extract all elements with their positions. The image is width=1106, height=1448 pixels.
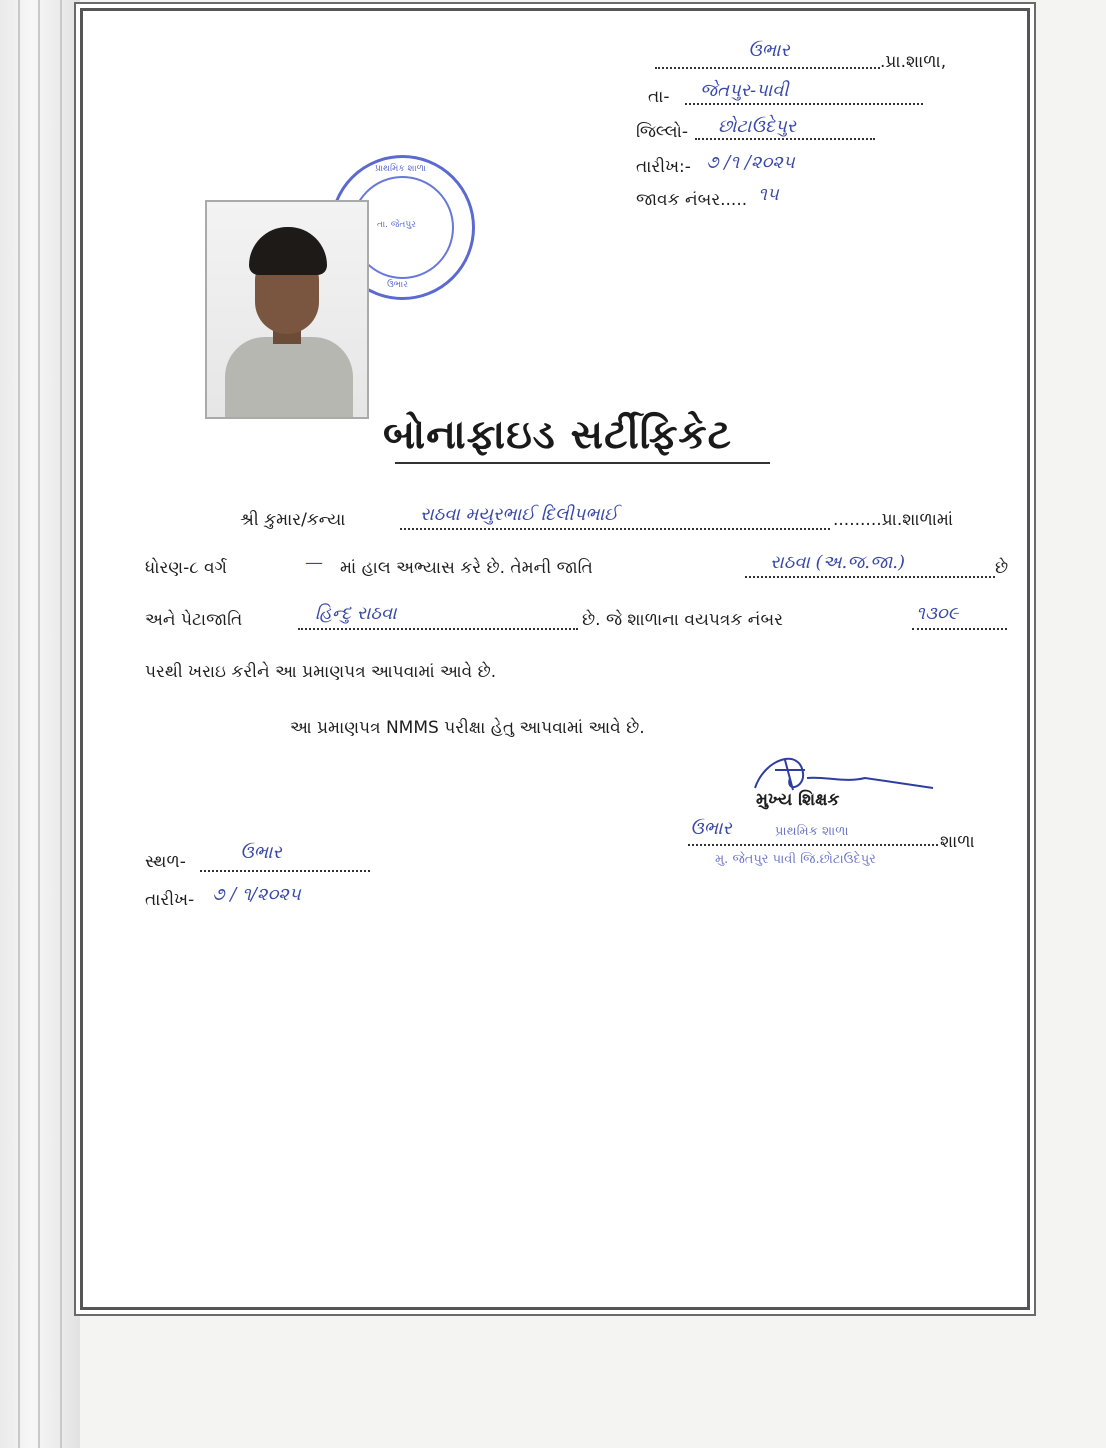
dotted-line	[200, 869, 370, 872]
register-number: ૧૩૦૯	[916, 603, 959, 624]
body-line1-prefix: શ્રી કુમાર/કન્યા	[240, 510, 346, 530]
district-value: છોટાઉદેપુર	[718, 116, 796, 137]
stamp-text-top: પ્રાથમિક શાળા	[375, 164, 426, 174]
student-name: રાઠવા મયુરભાઈ દિલીપભાઈ	[420, 504, 618, 525]
certificate-title: બોનાફાઇડ સર્ટીફિકેટ	[383, 412, 732, 458]
stamp-text-bottom: ઉભાર	[387, 280, 408, 290]
place-value: ઉભાર	[240, 842, 282, 863]
page-edge	[38, 0, 40, 1448]
header-date-value: ૭ /૧ /૨૦૨૫	[706, 152, 795, 173]
taluka-label: તા-	[648, 87, 670, 107]
footer-date-label: તારીખ-	[145, 890, 195, 910]
signature-designation: મુખ્ય શિક્ષક	[756, 790, 840, 810]
body-line2-suffix: છે	[995, 558, 1009, 578]
header-school-suffix: .પ્રા.શાળા,	[880, 52, 947, 72]
outward-number: ૧૫	[758, 184, 779, 205]
body-line2-prefix: ધોરણ-૮ વર્ગ	[145, 558, 227, 578]
background-pages	[0, 0, 80, 1448]
dotted-line	[912, 627, 1007, 630]
class-value: —	[305, 552, 323, 573]
body-line5: આ પ્રમાણપત્ર NMMS પરીક્ષા હેતુ આપવામાં આવે છે.	[290, 718, 645, 738]
body-line4: પરથી ખરાઇ કરીને આ પ્રમાણપત્ર આપવામાં આવે છે.	[145, 662, 497, 682]
body-line1-suffix: .........પ્રા.શાળામાં	[833, 510, 954, 530]
title-underline	[395, 462, 770, 464]
place-label: સ્થળ-	[145, 852, 186, 872]
body-line2-mid: માં હાલ અભ્યાસ કરે છે. તેમની જાતિ	[340, 558, 593, 578]
student-photo	[205, 200, 369, 419]
stamp-text-center: તા. જેતપુર	[377, 220, 416, 230]
subcaste-value: હિન્દુ રાઠવા	[315, 603, 397, 624]
body-line3-mid: છે. જે શાળાના વયપત્રક નંબર	[582, 610, 783, 630]
district-label: જિલ્લો-	[636, 122, 689, 142]
signature-school-suffix: શાળા	[940, 832, 975, 852]
body-line3-prefix: અને પેટાજાતિ	[145, 610, 243, 630]
page-edge	[18, 0, 20, 1448]
footer-date-value: ૭ / ૧/૨૦૨૫	[212, 884, 301, 905]
header-school-name: ઉભાર	[748, 40, 790, 61]
page-edge	[60, 0, 62, 1448]
dotted-line	[745, 575, 995, 578]
dotted-line	[685, 102, 923, 105]
dotted-line	[655, 66, 880, 69]
dotted-line	[688, 843, 938, 846]
dotted-line	[400, 527, 830, 530]
signature-school-name: ઉભાર	[690, 818, 732, 839]
taluka-value: જેતપુર-પાવી	[700, 80, 789, 101]
dotted-line	[695, 137, 875, 140]
seal-line1: પ્રાથમિક શાળા	[775, 824, 849, 839]
caste-value: રાઠવા (અ.જ.જા.)	[770, 552, 906, 573]
dotted-line	[298, 627, 578, 630]
seal-line2: મુ. જેતપુર પાવી જિ.છોટાઉદેપુર	[715, 852, 876, 867]
date-label: તારીખ:-	[636, 157, 691, 177]
outward-label: જાવક નંબર.....	[636, 190, 748, 210]
